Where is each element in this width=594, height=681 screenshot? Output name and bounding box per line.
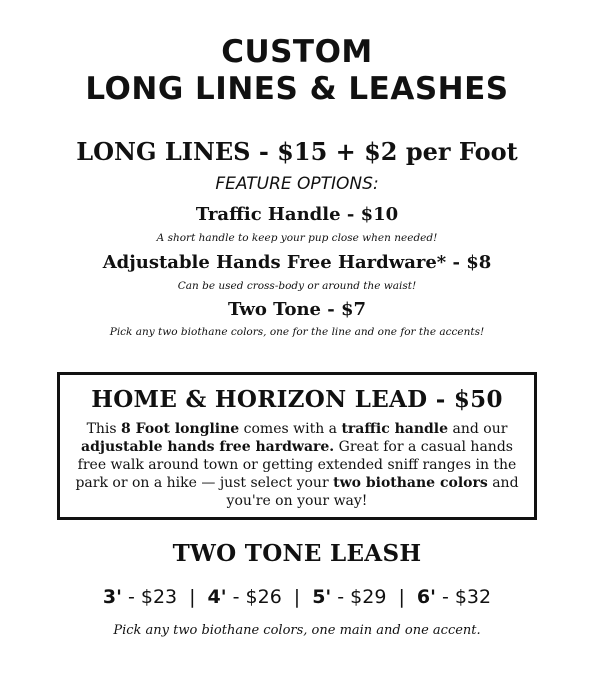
- desc-text: Great for a casual hands free walk around town or getting extended sniff ranges in the park or on a hike — just select your: [75, 439, 517, 491]
- option-hands-free-hardware: Adjustable Hands Free Hardware* - $8: [102, 252, 492, 273]
- price-value: - $29: [331, 586, 387, 608]
- home-horizon-description: [66, 420, 528, 510]
- feature-options-heading: FEATURE OPTIONS:: [215, 174, 379, 194]
- two-tone-leash-heading: TWO TONE LEASH: [172, 540, 422, 567]
- option-two-tone-desc: Pick any two biothane colors, one for the line and one for the accents!: [109, 326, 485, 338]
- desc-bold: 8 Foot longline: [121, 421, 240, 437]
- price-value: - $32: [435, 586, 492, 608]
- price-separator: |: [398, 586, 405, 608]
- option-traffic-handle: Traffic Handle - $10: [195, 204, 399, 225]
- price-list: [0, 586, 594, 608]
- price-item: [312, 586, 386, 608]
- desc-bold: two biothane colors: [333, 475, 488, 491]
- price-value: - $23: [121, 586, 178, 608]
- desc-text: comes with a: [239, 421, 342, 437]
- home-horizon-heading: HOME & HORIZON LEAD - $50: [91, 386, 503, 413]
- price-item: [208, 586, 282, 608]
- price-size: 3': [102, 586, 122, 608]
- option-two-tone: Two Tone - $7: [227, 299, 367, 320]
- page-title: [0, 34, 594, 108]
- price-item: [103, 586, 177, 608]
- price-separator: |: [189, 586, 196, 608]
- price-size: 6': [416, 586, 436, 608]
- desc-text: and our: [448, 421, 508, 437]
- option-traffic-handle-desc: A short handle to keep your pup close when needed!: [156, 232, 438, 244]
- desc-bold: adjustable hands free hardware.: [81, 439, 335, 455]
- desc-text: This: [86, 421, 122, 437]
- title-line-1: CUSTOM: [221, 34, 373, 70]
- desc-text: and you're on your way!: [226, 475, 519, 509]
- option-hands-free-hardware-desc: Can be used cross-body or around the waist!: [177, 280, 417, 292]
- price-item: [417, 586, 491, 608]
- desc-bold: traffic handle: [341, 421, 449, 437]
- price-size: 5': [312, 586, 332, 608]
- long-lines-heading: LONG LINES - $15 + $2 per Foot: [76, 137, 518, 166]
- title-line-2: LONG LINES & LEASHES: [85, 71, 509, 107]
- price-separator: |: [293, 586, 301, 608]
- price-size: 4': [207, 586, 227, 608]
- price-value: - $26: [226, 586, 282, 608]
- home-horizon-box: [57, 372, 537, 520]
- two-tone-note: Pick any two biothane colors, one main and one accent.: [113, 623, 481, 638]
